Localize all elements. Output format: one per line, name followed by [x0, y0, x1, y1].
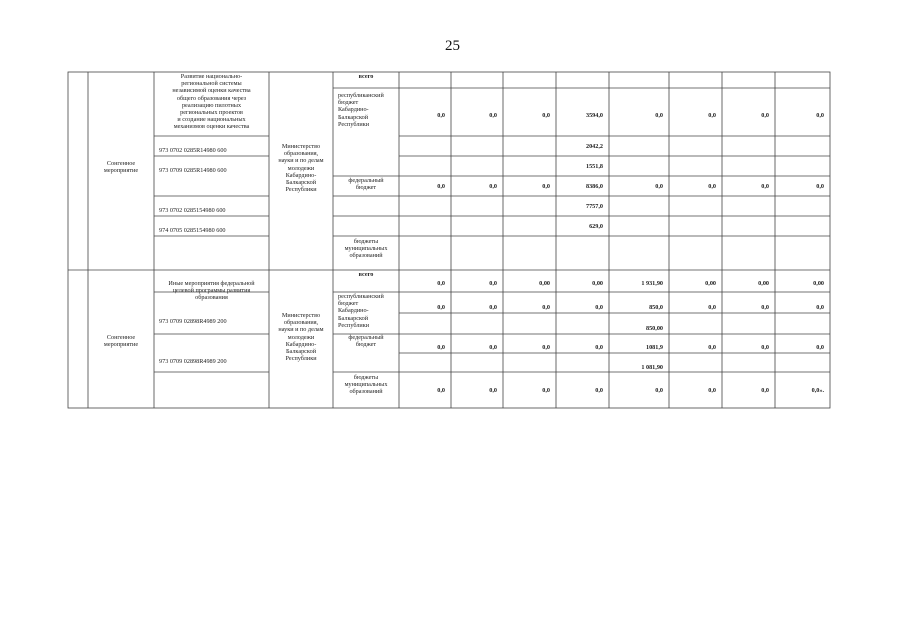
value-cell: 0,0 — [708, 112, 716, 119]
value-cell: 0,0 — [761, 304, 769, 311]
budget-code: 973 0702 0285154980 600 — [159, 207, 226, 214]
value-cell: 629,0 — [589, 223, 603, 230]
value-cell: 0,00 — [592, 280, 603, 287]
value-cell: 850,0 — [649, 304, 663, 311]
event-name: Иные мероприятия федеральной целевой программы развития образования — [168, 280, 255, 302]
value-cell: 1 931,90 — [641, 280, 663, 287]
value-cell: 0,00 — [705, 280, 716, 287]
value-cell: 1081,9 — [645, 344, 663, 351]
value-cell: 0,0 — [655, 112, 663, 119]
value-cell: 2042,2 — [585, 143, 603, 150]
budget-code: 973 0709 02898R4989 200 — [159, 358, 227, 365]
value-cell: 0,0 — [816, 304, 824, 311]
value-cell: 0,0 — [761, 344, 769, 351]
event-type-label: Сонгенное мероприятие — [103, 334, 139, 349]
value-cell: 0,0 — [542, 344, 550, 351]
value-cell: 0,0 — [595, 344, 603, 351]
value-cell: 1551,8 — [585, 163, 603, 170]
value-cell: 0,00 — [539, 280, 550, 287]
value-cell: 0,0 — [761, 387, 769, 394]
source-republic: республиканский бюджет Кабардино- Балкарской Республики — [338, 92, 384, 128]
budget-code: 973 0709 0285R14980 600 — [159, 167, 227, 174]
value-cell: 0,0 — [489, 183, 497, 190]
value-cell: 0,0 — [437, 280, 445, 287]
value-cell: 0,0 — [437, 387, 445, 394]
value-cell: 3594,0 — [585, 112, 603, 119]
source-total: всего — [358, 73, 374, 80]
value-cell: 1 081,90 — [641, 364, 663, 371]
value-cell: 0,0 — [708, 304, 716, 311]
value-cell: 0,0 — [655, 183, 663, 190]
value-cell: 0,0 — [489, 344, 497, 351]
value-cell: 0,0 — [489, 304, 497, 311]
value-cell: 0,00 — [813, 280, 824, 287]
value-cell: 0,0 — [708, 183, 716, 190]
value-cell: 0,0 — [595, 304, 603, 311]
source-municipal: бюджеты муниципальных образований — [344, 374, 388, 396]
value-cell: 0,0 — [708, 344, 716, 351]
value-cell: 0,0 — [542, 183, 550, 190]
page-number: 25 — [445, 38, 460, 54]
value-cell: 0,0 — [542, 304, 550, 311]
value-cell: 0,0 — [489, 112, 497, 119]
value-cell: 0,0 — [437, 183, 445, 190]
source-federal: федеральный бюджет — [348, 334, 384, 349]
executor: Министерство образования, науки и по делам молодежи Кабардино- Балкарской Республики — [278, 312, 324, 363]
value-cell: 0,0 — [595, 387, 603, 394]
budget-code: 973 0709 02898R4989 200 — [159, 318, 227, 325]
value-cell: 0,0 — [489, 280, 497, 287]
value-cell: 0,0 — [437, 112, 445, 119]
value-cell: 0,0 — [542, 112, 550, 119]
value-cell: 0,0 — [816, 112, 824, 119]
source-total: всего — [358, 271, 374, 278]
value-cell: 0,0 — [816, 344, 824, 351]
value-cell: 0,0 — [708, 387, 716, 394]
event-name: Развитие национально- региональной системы независимой оценки качества общего образования через реализацию пилотных региональных проектов и создание национальных механизмов оценки качества — [172, 73, 251, 131]
value-cell: 850,00 — [645, 325, 663, 332]
executor: Министерство образования, науки и по делам молодежи Кабардино- Балкарской Республики — [278, 143, 324, 194]
value-cell: 0,0 — [437, 344, 445, 351]
value-cell: 0,0 — [542, 387, 550, 394]
value-cell: 0,0 — [816, 183, 824, 190]
value-cell: 7757,0 — [585, 203, 603, 210]
value-cell: 0,0 — [437, 304, 445, 311]
value-cell: 0,0 — [655, 387, 663, 394]
value-cell: 0,0 — [761, 112, 769, 119]
source-municipal: бюджеты муниципальных образований — [344, 238, 388, 260]
budget-code: 974 0705 0285154980 600 — [159, 227, 226, 234]
budget-code: 973 0702 0285R14980 600 — [159, 147, 227, 154]
value-cell: 0,00 — [758, 280, 769, 287]
value-cell: 0,0 — [489, 387, 497, 394]
value-cell: 8386,0 — [585, 183, 603, 190]
value-cell: 0,0 — [761, 183, 769, 190]
source-republic: республиканский бюджет Кабардино- Балкарской Республики — [338, 293, 384, 329]
source-federal: федеральный бюджет — [348, 177, 384, 192]
value-cell: 0,0». — [811, 387, 824, 394]
event-type-label: Сонгенное мероприятие — [103, 160, 139, 175]
